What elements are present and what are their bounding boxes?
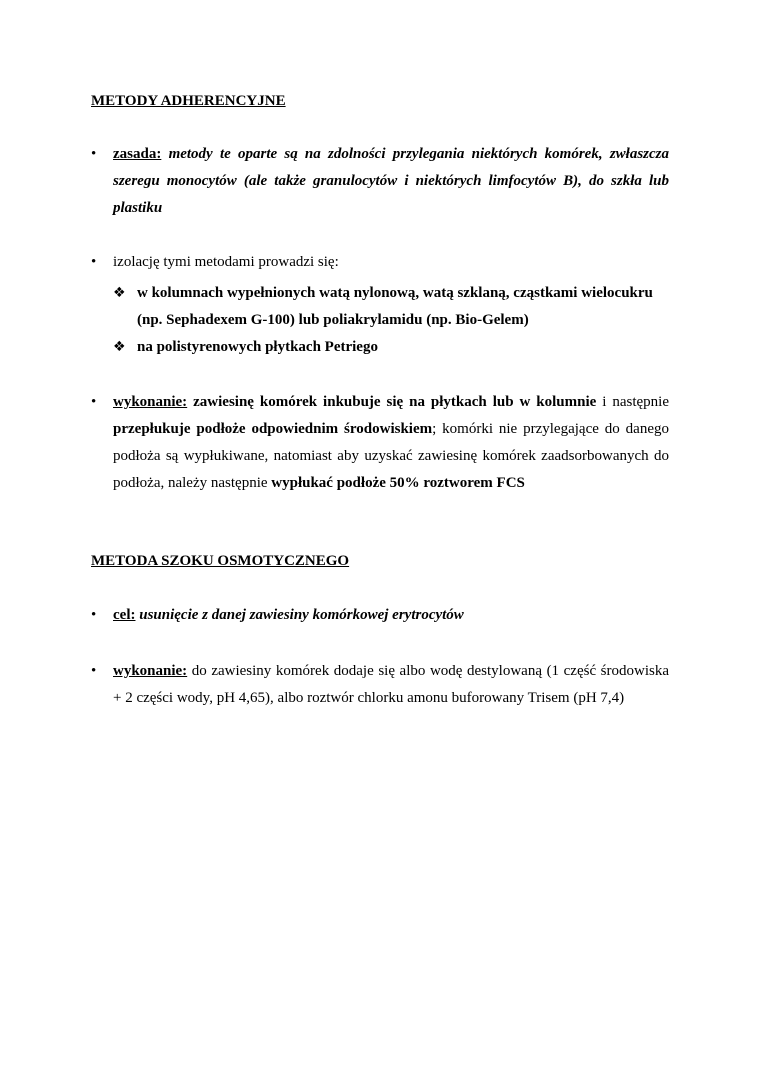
label-cel: cel: — [113, 607, 136, 623]
bullet-marker: • — [91, 607, 97, 623]
heading-metody-adherencyjne: METODY ADHERENCYJNE — [91, 93, 286, 109]
wykonanie-bold-2: przepłukuje podłoże odpowiednim środowiskiem — [113, 421, 433, 437]
sub-item-plytki — [113, 334, 669, 361]
bullet-marker: • — [91, 663, 97, 679]
sub-item-plytki-text: na polistyrenowych płytkach Petriego — [137, 339, 378, 355]
izolacja-text: izolację tymi metodami prowadzi się: — [113, 254, 339, 270]
cel-text: usunięcie z danej zawiesiny komórkowej erytrocytów — [135, 607, 464, 623]
wykonanie-bold-1: zawiesinę komórek inkubuje się na płytkach lub w kolumnie — [187, 394, 597, 410]
list-item-wykonanie-2 — [91, 658, 669, 712]
sub-item-kolumny-text: w kolumnach wypełnionych watą nylonową, watą szklaną, cząstkami wielocukru (np. Sephadexem G-100) lub poliakrylamidu (np. Bio-Gelem) — [137, 285, 653, 328]
wykonanie-text-2: ; komórki nie przylegające do danego podłoża są wypłukiwane, natomiast aby uzyskać zawiesinę komórek zaadsorbowanych do podłoża, należy następnie — [113, 421, 669, 491]
diamond-bullet-icon: ❖ — [113, 339, 126, 355]
label-wykonanie-2: wykonanie: — [113, 663, 188, 679]
label-wykonanie: wykonanie: — [113, 394, 188, 410]
heading-metoda-szoku: METODA SZOKU OSMOTYCZNEGO — [91, 553, 350, 569]
bullet-marker: • — [91, 146, 97, 162]
label-zasada: zasada: — [113, 146, 162, 162]
sub-item-kolumny — [113, 280, 669, 334]
diamond-bullet-icon: ❖ — [113, 285, 126, 301]
zasada-text: metody te oparte są na zdolności przylegania niektórych komórek, zwłaszcza szeregu monocytów (ale także granulocytów i niektórych limfocytów B), do szkła lub plastiku — [113, 146, 669, 216]
list-item-wykonanie-1 — [91, 389, 669, 497]
wykonanie-2-text: do zawiesiny komórek dodaje się albo wodę destylowaną (1 część środowiska + 2 części wody, pH 4,65), albo roztwór chlorku amonu buforowany Trisem (pH 7,4) — [113, 663, 669, 706]
wykonanie-bold-3: wypłukać podłoże 50% roztworem FCS — [271, 475, 525, 491]
list-item-izolacja — [91, 249, 669, 276]
list-item-cel — [91, 602, 669, 629]
wykonanie-text-1: i następnie — [596, 394, 669, 410]
bullet-marker: • — [91, 254, 97, 270]
list-item-zasada — [91, 141, 669, 222]
bullet-marker: • — [91, 394, 97, 410]
